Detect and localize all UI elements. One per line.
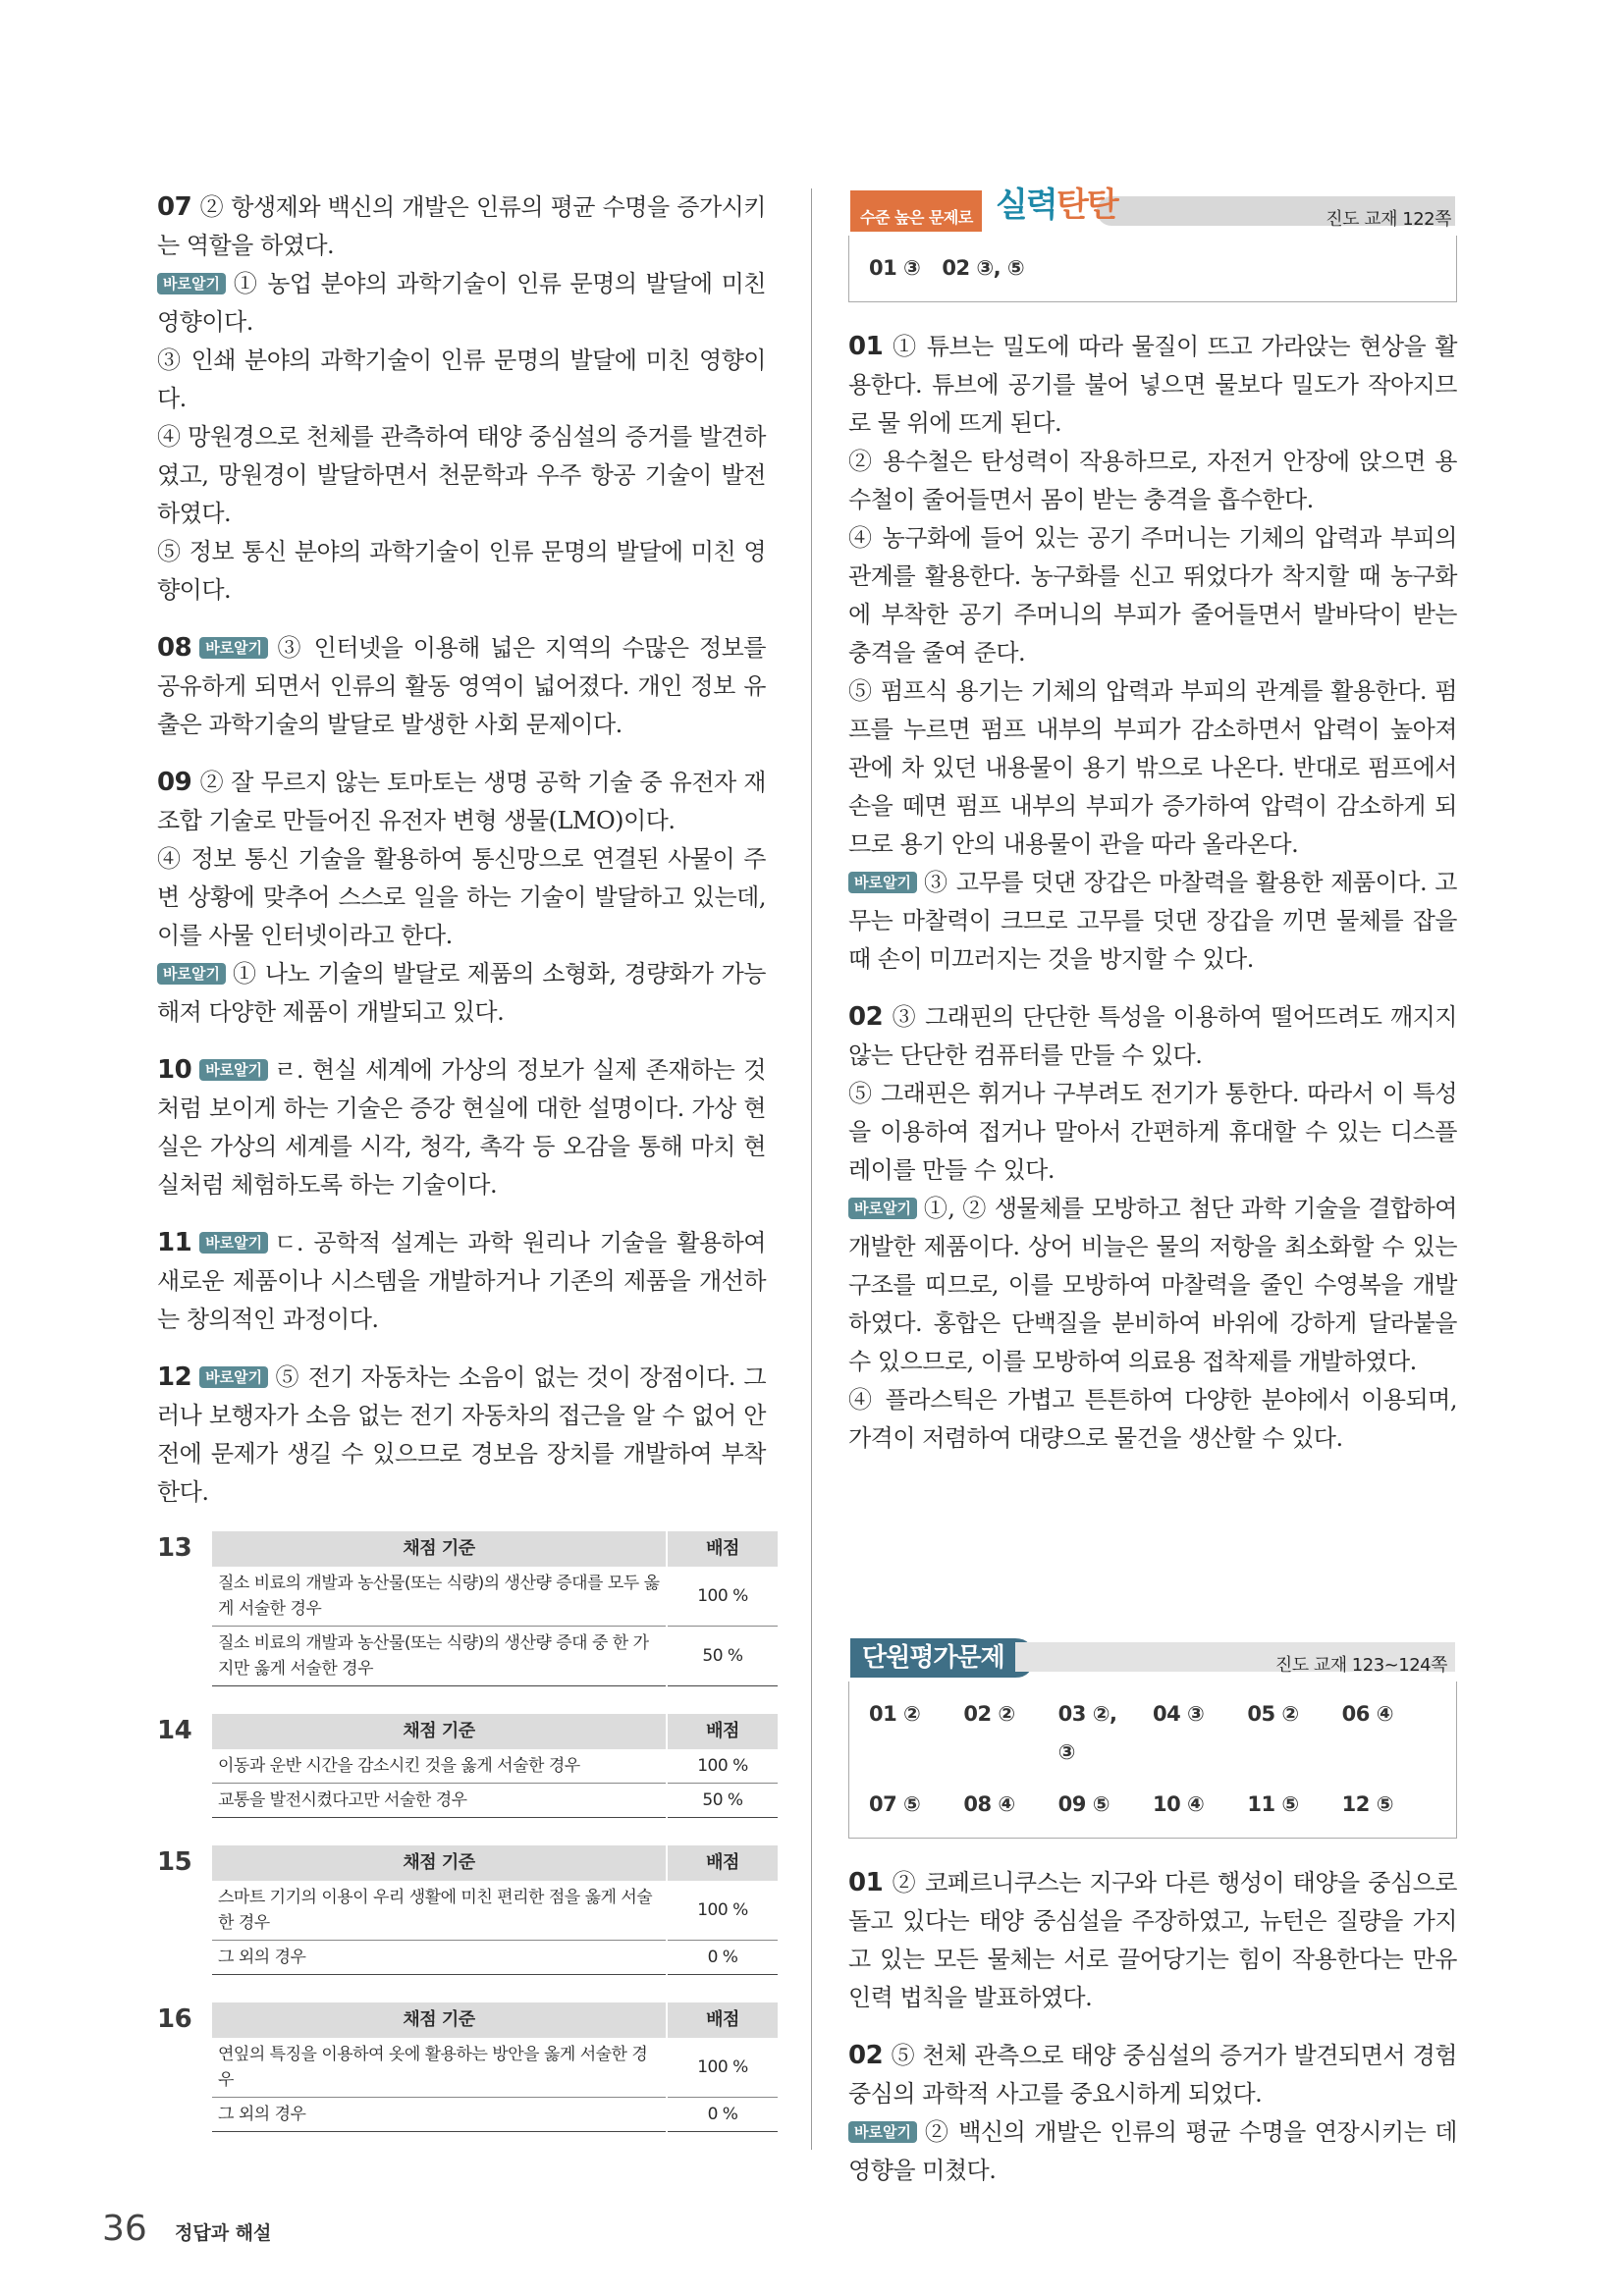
summary-answer: 01 ② (869, 1702, 921, 1726)
question-number: 02 (848, 2041, 884, 2070)
answer-item (157, 1051, 766, 1204)
answer-paragraph (848, 2113, 1457, 2190)
answer-paragraph (848, 998, 1457, 1075)
question-number: 13 (157, 1533, 192, 1563)
score-cell: 50 % (667, 1627, 778, 1686)
summary-answer: 07 ⑤ (869, 1792, 921, 1816)
answer-text: ④ 망원경으로 천체를 관측하여 태양 중심설의 증거를 발견하였고, 망원경이 발달하면서 천문학과 우주 항공 기술이 발전하였다. (157, 423, 766, 527)
summary-answer: 09 ⑤ (1057, 1792, 1110, 1816)
answer-item (848, 998, 1457, 1458)
answer-paragraph (157, 629, 766, 744)
question-number: 10 (157, 1055, 192, 1085)
answer-summary-skill (848, 236, 1457, 302)
section2-title: 단원평가문제 (862, 1643, 1004, 1673)
answer-text: ② 백신의 개발은 인류의 평균 수명을 연장시키는 데 영향을 미쳤다. (848, 2118, 1457, 2184)
criterion-cell: 교통을 발전시켰다고만 서술한 경우 (212, 1784, 667, 1818)
grading-header-row (212, 1845, 778, 1881)
grading-block (157, 1845, 766, 1975)
correction-tag: 바로알기 (848, 1198, 917, 1219)
answer-text: ① 나노 기술의 발달로 제품의 소형화, 경량화가 가능해져 다양한 제품이 개발되고 있다. (157, 960, 766, 1026)
criterion-cell: 이동과 운반 시간을 감소시킨 것을 옳게 서술한 경우 (212, 1749, 667, 1784)
summary-answer: 11 ⑤ (1247, 1792, 1299, 1816)
criterion-header: 채점 기준 (212, 1714, 667, 1749)
question-number: 15 (157, 1847, 192, 1877)
criterion-cell: 그 외의 경우 (212, 1941, 667, 1975)
answer-text: ⑤ 정보 통신 분야의 과학기술이 인류 문명의 발달에 미친 영향이다. (157, 538, 766, 604)
correction-tag: 바로알기 (157, 963, 226, 985)
question-number: 11 (157, 1228, 192, 1257)
answer-text: ③ 인터넷을 이용해 넓은 지역의 수많은 정보를 공유하게 되면서 인류의 활동 영역이 넓어졌다. 개인 정보 유출은 과학기술의 발달로 발생한 사회 문제이다. (157, 634, 766, 738)
answer-text: ④ 정보 통신 기술을 활용하여 통신망으로 연결된 사물이 주변 상황에 맞추어 스스로 일을 하는 기술이 발달하고 있는데, 이를 사물 인터넷이라고 한다. (157, 845, 766, 949)
answer-paragraph (848, 328, 1457, 443)
correction-tag: 바로알기 (199, 1059, 268, 1081)
answer-paragraph (157, 764, 766, 840)
criterion-header: 채점 기준 (212, 2002, 667, 2038)
answer-item (848, 1864, 1457, 2017)
answer-paragraph (848, 1381, 1457, 1458)
correction-tag: 바로알기 (199, 637, 268, 659)
answer-text: ② 용수철은 탄성력이 작용하므로, 자전거 안장에 앉으면 용수철이 줄어들면서 몸이 받는 충격을 흡수한다. (848, 448, 1457, 513)
answer-item (157, 764, 766, 1032)
question-number: 14 (157, 1716, 192, 1745)
section-ref: 진도 교재 122쪽 (1326, 209, 1451, 230)
answer-text: ⑤ 천체 관측으로 태양 중심설의 증거가 발견되면서 경험 중심의 과학적 사고를 중요시하게 되었다. (848, 2042, 1457, 2108)
score-cell: 100 % (667, 1881, 778, 1941)
question-number: 16 (157, 2004, 192, 2034)
answer-item (848, 2037, 1457, 2190)
score-cell: 0 % (667, 2098, 778, 2132)
page-number: 36 (102, 2209, 147, 2249)
column-divider (811, 188, 812, 2150)
grading-header-row (212, 1531, 778, 1567)
answer-paragraph (157, 265, 766, 342)
answer-paragraph (157, 188, 766, 265)
summary-answer: 10 ④ (1153, 1792, 1205, 1816)
answer-paragraph (848, 519, 1457, 672)
section2-ref: 진도 교재 123~124쪽 (1274, 1655, 1447, 1676)
summary-answer: 03 ②, ③ (1057, 1702, 1117, 1764)
grading-table (212, 1531, 778, 1686)
right-answer-list-1 (848, 328, 1457, 1458)
grading-row (212, 2038, 778, 2098)
grading-block (157, 1531, 766, 1686)
answer-paragraph (848, 672, 1457, 864)
summary-answer: 12 ⑤ (1341, 1792, 1393, 1816)
answer-text: ①, ② 생물체를 모방하고 첨단 과학 기술을 결합하여 개발한 제품이다. 상어 비늘은 물의 저항을 최소화할 수 있는 구조를 띠므로, 이를 모방하여 마찰력을 줄인 수영복을 개발하였다. 홍합은 단백질을 분비하여 바위에 강하게 달라붙을 수 있으므로, 이를 모방하여 의료용 접착제를 개발하였다. (848, 1195, 1457, 1375)
question-number: 12 (157, 1362, 192, 1392)
answer-text: ③ 그래핀의 단단한 특성을 이용하여 떨어뜨려도 깨지지 않는 단단한 컴퓨터를 만들 수 있다. (848, 1003, 1457, 1069)
criterion-cell: 연잎의 특징을 이용하여 옷에 활용하는 방안을 옳게 서술한 경우 (212, 2038, 667, 2098)
answer-paragraph (157, 955, 766, 1032)
score-cell: 0 % (667, 1941, 778, 1975)
answer-text: ③ 인쇄 분야의 과학기술이 인류 문명의 발달에 미친 영향이다. (157, 347, 766, 412)
question-number: 08 (157, 633, 192, 663)
answer-summary-unit (848, 1682, 1457, 1839)
question-number: 09 (157, 768, 192, 797)
summary-answer: 05 ② (1247, 1702, 1299, 1726)
correction-tag: 바로알기 (199, 1232, 268, 1254)
score-header: 배점 (667, 1531, 778, 1567)
answer-paragraph (157, 342, 766, 418)
correction-tag: 바로알기 (848, 2121, 917, 2143)
grading-block (157, 1714, 766, 1818)
grading-table (212, 1714, 778, 1818)
correction-tag: 바로알기 (848, 872, 917, 893)
answer-paragraph (848, 1075, 1457, 1190)
grading-row (212, 1567, 778, 1627)
answer-text: ② 코페르니쿠스는 지구와 다른 행성이 태양을 중심으로 돌고 있다는 태양 중심설을 주장하였고, 뉴턴은 질량을 가지고 있는 모든 물체는 서로 끌어당기는 힘이 작용한다는 만유인력 법칙을 발표하였다. (848, 1869, 1457, 2011)
section-badge: 수준 높은 문제로 (860, 208, 973, 227)
summary-answer: 01 ③ (869, 256, 921, 280)
answer-paragraph (848, 1190, 1457, 1381)
answer-item (848, 328, 1457, 979)
right-answer-list-2 (848, 1864, 1457, 2190)
answer-text: ⑤ 전기 자동차는 소음이 없는 것이 장점이다. 그러나 보행자가 소음 없는 전기 자동차의 접근을 알 수 없어 안전에 문제가 생길 수 있으므로 경보음 장치를 개발하여 부착한다. (157, 1363, 766, 1506)
answer-paragraph (157, 533, 766, 610)
answer-text: ② 잘 무르지 않는 토마토는 생명 공학 기술 중 유전자 재조합 기술로 만들어진 유전자 변형 생물(LMO)이다. (157, 769, 766, 834)
grading-row (212, 1881, 778, 1941)
criterion-header: 채점 기준 (212, 1531, 667, 1567)
answer-paragraph (157, 418, 766, 533)
answer-text: ③ 고무를 덧댄 장갑은 마찰력을 활용한 제품이다. 고무는 마찰력이 크므로 고무를 덧댄 장갑을 끼면 물체를 잡을 때 손이 미끄러지는 것을 방지할 수 있다. (848, 869, 1457, 973)
summary-answer: 02 ② (963, 1702, 1015, 1726)
grading-row (212, 1749, 778, 1784)
answer-paragraph (848, 2037, 1457, 2113)
question-number: 07 (157, 192, 192, 222)
answer-text: ② 항생제와 백신의 개발은 인류의 평균 수명을 증가시키는 역할을 하였다. (157, 193, 766, 259)
grading-header-row (212, 1714, 778, 1749)
left-column (157, 188, 766, 2160)
answer-item (157, 629, 766, 744)
section-title-b: 탄탄 (1056, 186, 1117, 225)
answer-paragraph (157, 1359, 766, 1512)
answer-paragraph (848, 1864, 1457, 2017)
answer-text: ⑤ 그래핀은 휘거나 구부려도 전기가 통한다. 따라서 이 특성을 이용하여 접거나 말아서 간편하게 휴대할 수 있는 디스플레이를 만들 수 있다. (848, 1080, 1457, 1184)
question-number: 02 (848, 1002, 884, 1032)
answer-paragraph (157, 1224, 766, 1339)
question-number: 01 (848, 1868, 884, 1897)
grading-header-row (212, 2002, 778, 2038)
grading-row (212, 1784, 778, 1818)
grading-row (212, 2098, 778, 2132)
answer-text: ① 튜브는 밀도에 따라 물질이 뜨고 가라앉는 현상을 활용한다. 튜브에 공기를 불어 넣으면 물보다 밀도가 작아지므로 물 위에 뜨게 된다. (848, 333, 1457, 437)
answer-paragraph (157, 1051, 766, 1204)
question-number: 01 (848, 332, 884, 361)
section-title-a: 실력 (996, 186, 1056, 225)
left-answer-list (157, 188, 766, 1512)
score-header: 배점 (667, 1845, 778, 1881)
grading-row (212, 1941, 778, 1975)
summary-answer: 08 ④ (963, 1792, 1015, 1816)
summary-answer: 04 ③ (1153, 1702, 1205, 1726)
answer-text: ㄷ. 공학적 설계는 과학 원리나 기술을 활용하여 새로운 제품이나 시스템을 개발하거나 기존의 제품을 개선하는 창의적인 과정이다. (157, 1229, 766, 1333)
criterion-cell: 스마트 기기의 이용이 우리 생활에 미친 편리한 점을 옳게 서술한 경우 (212, 1881, 667, 1941)
answer-item (157, 1359, 766, 1512)
grading-tables (157, 1531, 766, 2132)
score-header: 배점 (667, 1714, 778, 1749)
score-cell: 100 % (667, 1749, 778, 1784)
answer-text: ① 농업 분야의 과학기술이 인류 문명의 발달에 미친 영향이다. (157, 270, 766, 336)
score-header: 배점 (667, 2002, 778, 2038)
correction-tag: 바로알기 (199, 1366, 268, 1388)
section-header-skill (848, 188, 1457, 234)
right-column (848, 188, 1457, 2210)
grading-block (157, 2002, 766, 2132)
footer-label: 정답과 해설 (175, 2222, 272, 2244)
answer-paragraph (848, 864, 1457, 979)
answer-item (157, 1224, 766, 1339)
answer-item (157, 188, 766, 610)
score-cell: 100 % (667, 1567, 778, 1627)
answer-paragraph (157, 840, 766, 955)
criterion-cell: 질소 비료의 개발과 농산물(또는 식량)의 생산량 증대를 모두 옳게 서술한 경우 (212, 1567, 667, 1627)
grading-table (212, 2002, 778, 2132)
grading-table (212, 1845, 778, 1975)
answer-text: ⑤ 펌프식 용기는 기체의 압력과 부피의 관계를 활용한다. 펌프를 누르면 펌프 내부의 부피가 감소하면서 압력이 높아져 관에 차 있던 내용물이 용기 밖으로 나온다. 반대로 펌프에서 손을 떼면 펌프 내부의 부피가 증가하여 압력이 감소하게 되므로 용기 안의 내용물이 관을 따라 올라온다. (848, 677, 1457, 858)
summary-answer: 06 ④ (1341, 1702, 1393, 1726)
score-cell: 50 % (667, 1784, 778, 1818)
criterion-cell: 그 외의 경우 (212, 2098, 667, 2132)
grading-row (212, 1627, 778, 1686)
correction-tag: 바로알기 (157, 273, 226, 294)
criterion-header: 채점 기준 (212, 1845, 667, 1881)
answer-text: ㄹ. 현실 세계에 가상의 정보가 실제 존재하는 것처럼 보이게 하는 기술은 증강 현실에 대한 설명이다. 가상 현실은 가상의 세계를 시각, 청각, 촉각 등 오감을 통해 마치 현실처럼 체험하도록 하는 기술이다. (157, 1056, 766, 1199)
answer-text: ④ 플라스틱은 가볍고 튼튼하여 다양한 분야에서 이용되며, 가격이 저렴하여 대량으로 물건을 생산할 수 있다. (848, 1386, 1457, 1452)
score-cell: 100 % (667, 2038, 778, 2098)
summary-answer: 02 ③, ⑤ (942, 256, 1025, 280)
criterion-cell: 질소 비료의 개발과 농산물(또는 식량)의 생산량 증대 중 한 가지만 옳게 서술한 경우 (212, 1627, 667, 1686)
section-header-unit (848, 1634, 1457, 1680)
answer-paragraph (848, 443, 1457, 519)
answer-text: ④ 농구화에 들어 있는 공기 주머니는 기체의 압력과 부피의 관계를 활용한다. 농구화를 신고 뛰었다가 착지할 때 농구화에 부착한 공기 주머니의 부피가 줄어들면서 발바닥이 받는 충격을 줄여 준다. (848, 524, 1457, 667)
